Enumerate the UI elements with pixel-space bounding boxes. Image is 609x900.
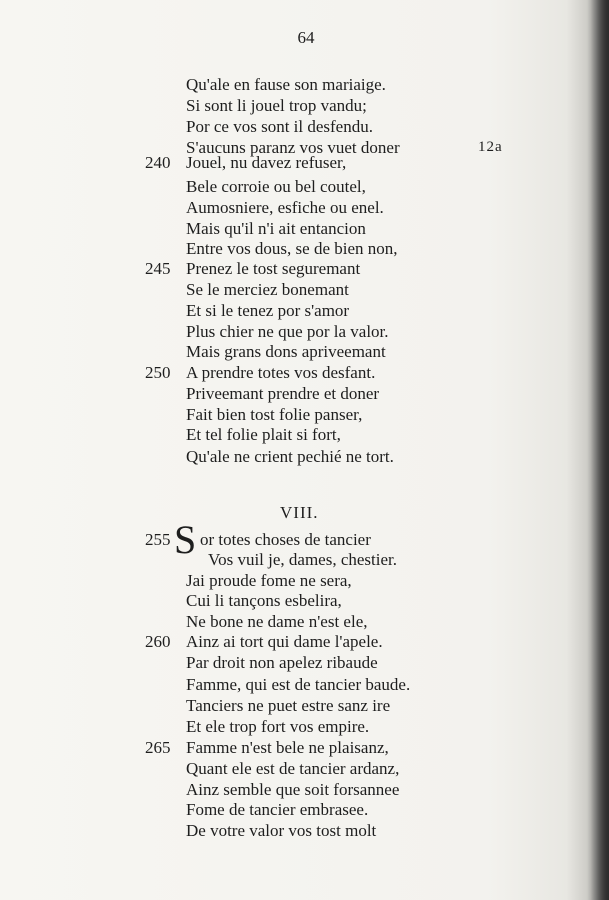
verse-line: Fait bien tost folie panser, xyxy=(186,405,363,424)
verse-line: Par droit non apelez ribaude xyxy=(186,653,378,672)
line-number-260: 260 xyxy=(145,632,171,651)
line-number-265: 265 xyxy=(145,738,171,757)
verse-line: Vos vuil je, dames, chestier. xyxy=(208,550,398,569)
verse-line: Jai proude fome ne sera, xyxy=(186,571,352,590)
verse-line: Prenez le tost seguremant xyxy=(186,259,361,278)
verse-line: Famme, qui est de tancier baude. xyxy=(186,675,411,694)
page-binding-shadow xyxy=(587,0,609,900)
verse-line: Se le merciez bonemant xyxy=(186,280,349,299)
verse-line: Jouel, nu davez refuser, xyxy=(186,153,347,172)
line-number-250: 250 xyxy=(145,363,171,382)
verse-line: Et tel folie plait si fort, xyxy=(186,425,341,444)
verse-line: Bele corroie ou bel coutel, xyxy=(186,177,366,196)
verse-line: Tanciers ne puet estre sanz ire xyxy=(186,696,391,715)
verse-line: Famme n'est bele ne plaisanz, xyxy=(186,738,389,757)
verse-line: Qu'ale ne crient pechié ne tort. xyxy=(186,447,394,466)
line-number-240: 240 xyxy=(145,153,171,172)
section-heading: VIII. xyxy=(280,503,319,522)
verse-line: Mais qu'il n'i ait entancion xyxy=(186,219,366,238)
verse-line: Si sont li jouel trop vandu; xyxy=(186,96,367,115)
verse-line: or totes choses de tancier xyxy=(200,530,371,549)
page-number: 64 xyxy=(297,28,315,47)
verse-line: Cui li tançons esbelira, xyxy=(186,591,342,610)
verse-line: Entre vos dous, se de bien non, xyxy=(186,239,398,258)
verse-line: De votre valor vos tost molt xyxy=(186,821,377,840)
verse-line: Plus chier ne que por la valor. xyxy=(186,322,389,341)
line-number-245: 245 xyxy=(145,259,171,278)
verse-line: Ainz semble que soit forsannee xyxy=(186,780,400,799)
verse-line: Qu'ale en fause son mariaige. xyxy=(186,75,386,94)
verse-line: Quant ele est de tancier ardanz, xyxy=(186,759,400,778)
verse-line: Fome de tancier embrasee. xyxy=(186,800,369,819)
verse-line: A prendre totes vos desfant. xyxy=(186,363,376,382)
verse-line: S'aucuns paranz vos vuet doner xyxy=(186,138,400,157)
verse-line: Mais grans dons apriveemant xyxy=(186,342,386,361)
verse-line: Ainz ai tort qui dame l'apele. xyxy=(186,632,383,651)
verse-line: Aumosniere, esfiche ou enel. xyxy=(186,198,384,217)
verse-line: Et ele trop fort vos empire. xyxy=(186,717,370,736)
line-number-255: 255 xyxy=(145,530,171,549)
verse-line: Et si le tenez por s'amor xyxy=(186,301,350,320)
verse-line: Por ce vos sont il desfendu. xyxy=(186,117,373,136)
drop-cap-letter: S xyxy=(174,517,197,562)
margin-folio-note: 12a xyxy=(478,139,503,155)
verse-line: Priveemant prendre et doner xyxy=(186,384,380,403)
verse-line: Ne bone ne dame n'est ele, xyxy=(186,612,368,631)
